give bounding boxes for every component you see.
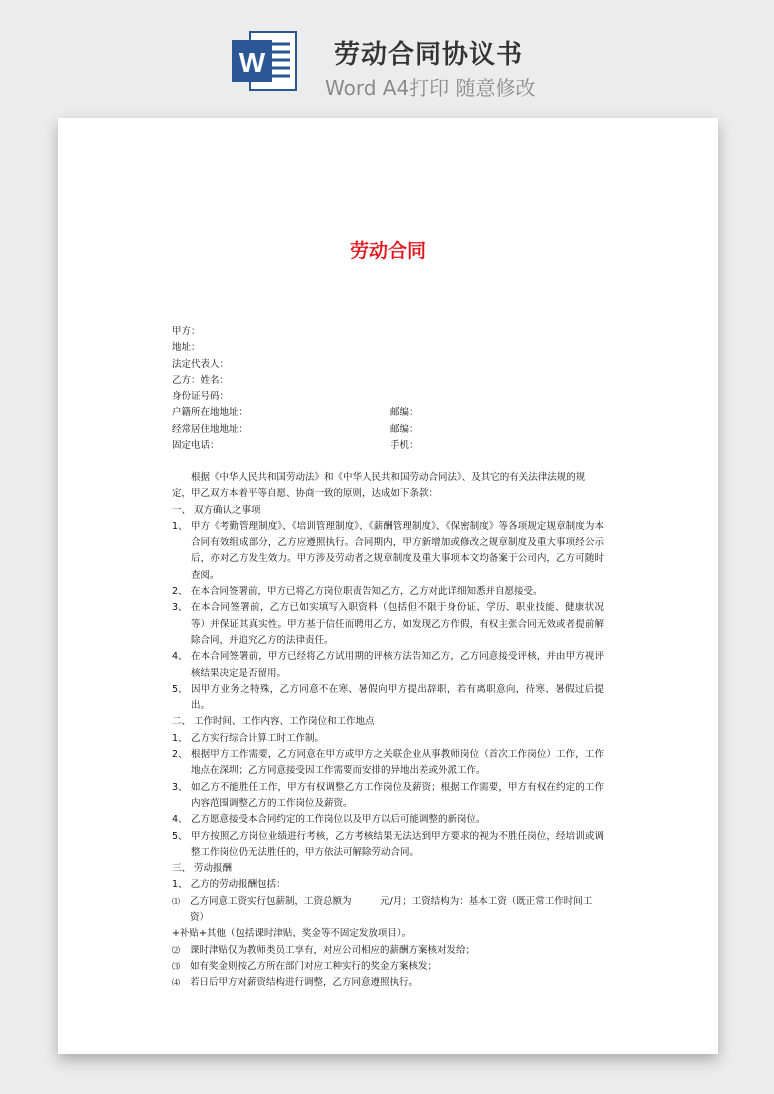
field-label-right: 邮编： <box>390 423 419 435</box>
field-label-right: 邮编： <box>390 407 419 419</box>
field-label: 身份证号码： <box>172 391 230 403</box>
word-icon <box>230 26 300 96</box>
item-text: 根据甲方工作需要，乙方同意在甲方或甲方之关联企业从事教师岗位（首次工作岗位）工作，工作地点在深圳；乙方同意接受因工作需要而安排的异地出差或外派工作。 <box>191 749 604 777</box>
field-row <box>172 389 612 405</box>
banner <box>0 0 774 118</box>
item-text: 因甲方业务之特殊，乙方同意不在寒、暑假向甲方提出辞职，若有离职意向，待寒、暑假过后提出。 <box>191 683 604 712</box>
list-item <box>172 584 604 600</box>
item-number: 1、 <box>172 520 188 532</box>
item-number: 4、 <box>172 814 188 826</box>
sub-text: 课时津贴仅为教师类员工享有，对应公司相应的薪酬方案核对发给； <box>190 944 476 956</box>
sub-text: 乙方同意工资实行包薪制，工资总额为 元/月；工资结构为：基本工资（既正常工作时间工资） <box>190 895 593 924</box>
party-fields <box>172 324 612 454</box>
field-row <box>172 405 612 421</box>
document-title: 劳动合同 <box>349 240 426 262</box>
list-item <box>172 780 604 813</box>
section-heading: 三、 劳动报酬 <box>172 863 233 875</box>
list-item <box>172 812 604 828</box>
sub-item <box>172 959 604 975</box>
list-item: 1、 乙方的劳动报酬包括： <box>172 879 286 891</box>
contract-body <box>172 470 604 992</box>
sub-item <box>172 894 604 927</box>
sub-text: +补贴+其他（包括课时津贴、奖金等不固定发放项目）。 <box>172 928 412 940</box>
field-label: 乙方：姓名： <box>172 374 230 386</box>
item-number: 3、 <box>172 602 188 614</box>
item-number: 5、 <box>172 830 188 842</box>
field-label: 户籍所在地地址： <box>172 407 249 419</box>
item-number: 3、 <box>172 781 188 793</box>
section-heading: 二、 工作时间、工作内容、工作岗位和工作地点 <box>172 716 375 728</box>
field-row <box>172 340 612 356</box>
sub-number: ⑴ <box>172 896 180 906</box>
banner-title: 劳动合同协议书 <box>334 40 524 70</box>
field-row <box>172 422 612 438</box>
field-label: 地址： <box>172 342 201 354</box>
item-number: 2、 <box>172 749 188 761</box>
document-page <box>58 118 718 1054</box>
sub-item <box>172 943 604 959</box>
sub-item <box>172 975 604 991</box>
sub-number: ⑶ <box>172 961 180 971</box>
field-row <box>172 324 612 340</box>
item-number: 2、 <box>172 586 188 598</box>
list-item <box>172 519 604 584</box>
sub-text: 如有奖金则按乙方所在部门对应工种实行的奖金方案核发； <box>190 960 438 972</box>
field-label: 法定代表人： <box>172 358 230 370</box>
field-label: 固定电话： <box>172 440 220 452</box>
list-item <box>172 682 604 715</box>
item-text: 乙方实行综合计算工时工作制。 <box>191 732 325 744</box>
intro-paragraph: 根据《中华人民共和国劳动法》和《中华人民共和国劳动合同法》、及其它的有关法律法规的规定，甲乙双方本着平等自愿、协商一致的原则，达成如下条款： <box>172 472 586 500</box>
item-text: 在本合同签署前，甲方已经将乙方试用期的评核方法告知乙方，乙方同意接受评核，并由甲方视评核结果决定是否留用。 <box>191 651 604 679</box>
field-row <box>172 438 612 454</box>
list-item <box>172 649 604 682</box>
word-icon-letter: W <box>238 47 266 78</box>
list-item <box>172 731 604 747</box>
sub-item <box>172 926 604 942</box>
section-heading: 一、 双方确认之事项 <box>172 504 261 516</box>
list-item <box>172 600 604 649</box>
banner-subtitle: Word A4打印 随意修改 <box>325 76 536 100</box>
field-row <box>172 373 612 389</box>
item-text: 甲方按照乙方岗位业绩进行考核，乙方考核结果无法达到甲方要求的视为不胜任岗位，经培训或调整工作岗位仍无法胜任的，甲方依法可解除劳动合同。 <box>191 830 604 858</box>
sub-text: 若日后甲方对薪资结构进行调整，乙方同意遵照执行。 <box>190 977 419 989</box>
field-label-right: 手机： <box>390 440 419 452</box>
item-text: 如乙方不能胜任工作，甲方有权调整乙方工作岗位及薪资；根据工作需要，甲方有权在约定的工作内容范围调整乙方的工作岗位及薪资。 <box>191 781 604 809</box>
item-text: 乙方愿意接受本合同约定的工作岗位以及甲方以后可能调整的新岗位。 <box>191 814 486 826</box>
item-text: 在本合同签署前，乙方已如实填写入职资料（包括但不限于身份证、学历、职业技能、健康状况等）并保证其真实性。甲方基于信任而聘用乙方，如发现乙方作假，有权主张合同无效或者提前解除合同，并追究乙方的法律责任。 <box>191 602 604 646</box>
list-item <box>172 829 604 862</box>
field-label: 甲方： <box>172 326 201 337</box>
item-number: 1、 <box>172 732 188 744</box>
sub-number: ⑷ <box>172 978 180 988</box>
field-label: 经常居住地地址： <box>172 423 249 435</box>
item-number: 4、 <box>172 651 188 663</box>
item-number: 5、 <box>172 683 188 695</box>
list-item <box>172 747 604 780</box>
item-text: 甲方《考勤管理制度》、《培训管理制度》、《薪酬管理制度》、《保密制度》等各项规定规章制度为本合同有效组成部分，乙方应遵照执行。合同期内，甲方新增加或修改之规章制度及重大事项经公示后，亦对乙方发生效力。甲方涉及劳动者之规章制度及重大事项本文均备案于公司内，乙方可随时查阅。 <box>191 520 604 581</box>
item-text: 在本合同签署前，甲方已将乙方岗位职责告知乙方，乙方对此详细知悉并自愿接受。 <box>191 586 543 598</box>
field-row <box>172 357 612 373</box>
sub-number: ⑵ <box>172 945 180 955</box>
